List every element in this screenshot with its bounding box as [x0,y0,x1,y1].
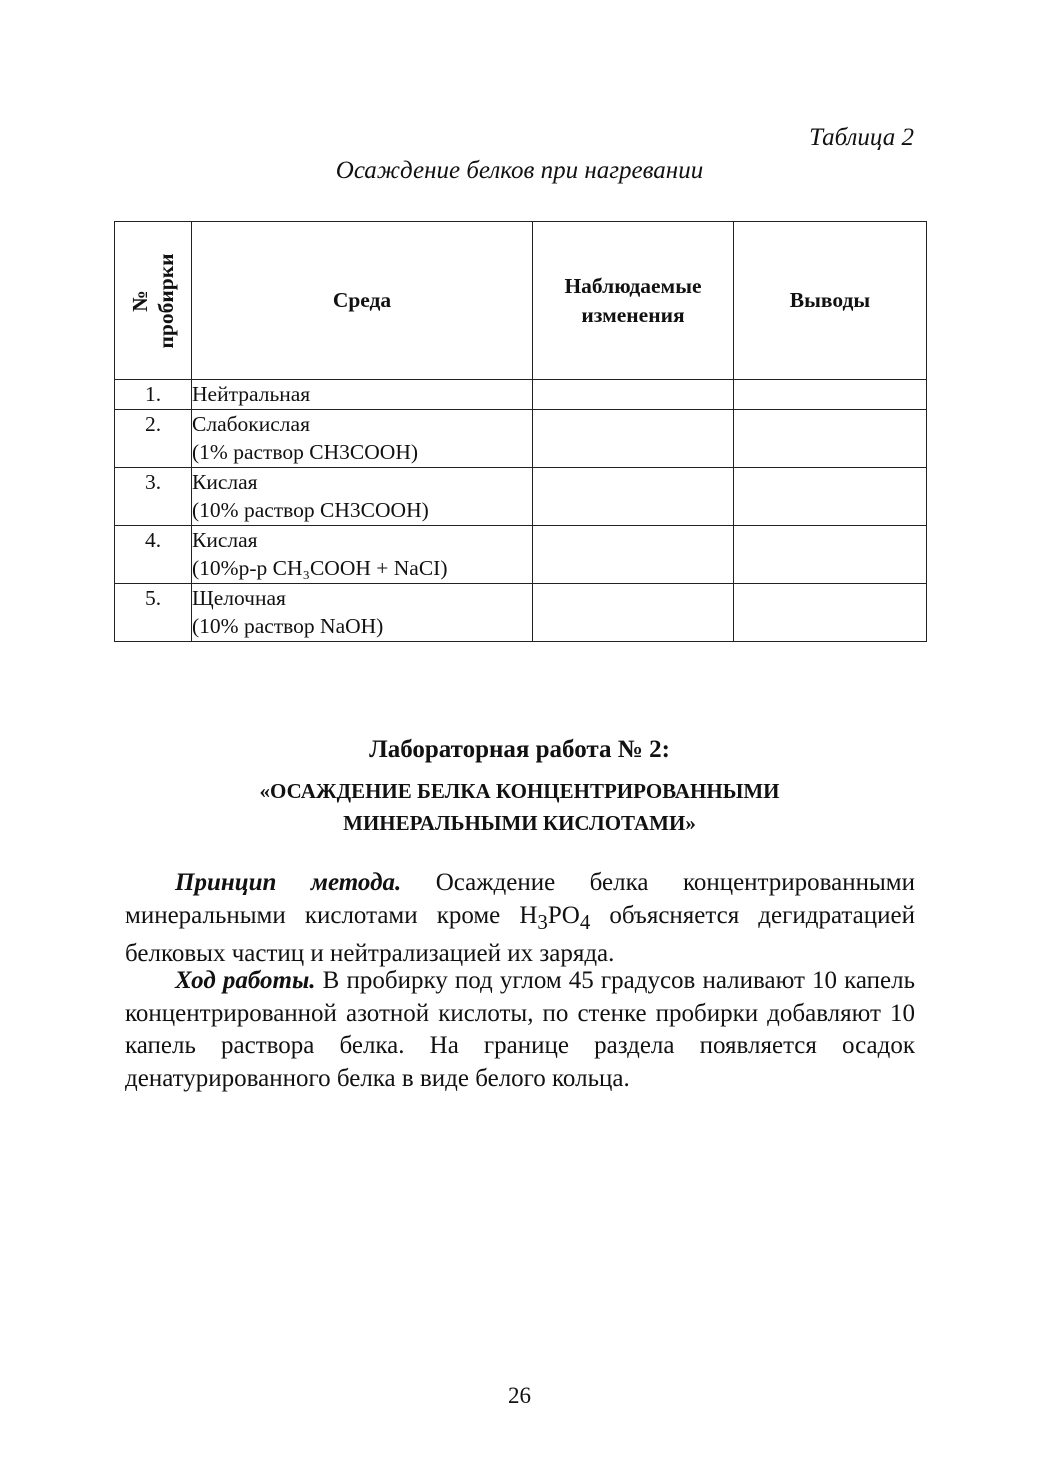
header-observed-changes [533,222,734,380]
principle-lead: Принцип метода. [175,869,402,896]
row-observed-changes-cell [533,467,734,525]
page-number: 26 [508,1383,531,1408]
header-tube-number [115,222,192,380]
row-conclusions-cell [734,583,927,641]
row-environment-line1: Кислая [192,527,258,552]
header-environment: Среда [192,222,533,380]
row-observed-changes-cell [533,380,734,410]
row-environment [192,380,533,410]
row-conclusions-cell [734,525,927,583]
formula-subscript-4: 4 [579,909,591,934]
table-header-row [115,222,927,380]
table-row [115,409,927,467]
header-tube-number-line2: пробирки [154,253,178,348]
row-environment-line1: Кислая [192,469,258,494]
row-environment [192,525,533,583]
lab-title: Лабораторная работа № 2: [369,736,670,763]
header-tube-number-line1: № [128,289,152,312]
row-environment-line1: Нейтральная [192,382,311,406]
row-conclusions-cell [734,467,927,525]
table-row [115,583,927,641]
formula-po: PO [547,901,580,929]
principle-text-after: объясняется дегидратацией белковых частиц и нейтрализацией их заряда. [125,901,915,967]
header-observed-changes-line2: изменения [581,302,685,327]
row-number: 5. [115,583,192,641]
row-observed-changes-cell [533,525,734,583]
principle-paragraph [125,867,915,971]
row-environment-line2: (10% раствор CH3COOH) [192,498,429,522]
procedure-paragraph [125,965,915,1095]
row-environment [192,467,533,525]
procedure-text: В пробирку под углом 45 градусов наливают 10 капель концентрированной азотной кислоты, по стенке пробирки добавляют 10 капель раствора белка. На границе раздела появляется осадок денатурированного белка в виде белого кольца. [125,967,915,1092]
header-observed-changes-line1: Наблюдаемые [564,273,702,298]
row-conclusions-cell [734,380,927,410]
row-environment-line1: Слабокислая [192,411,310,436]
procedure-lead: Ход работы. [175,967,316,994]
row-number: 1. [115,380,192,410]
table-row [115,525,927,583]
table-row [115,380,927,410]
row-number: 2. [115,409,192,467]
row-environment-line2: (10% раствор NaOH) [192,614,384,638]
row-environment-line1: Щелочная [192,585,286,610]
formula-subscript-3: 3 [537,909,548,934]
principle-text-before: Осаждение белка концентрированными минеральными кислотами кроме H [125,869,915,929]
row-conclusions-cell [734,409,927,467]
lab-subtitle-line1: «ОСАЖДЕНИЕ БЕЛКА КОНЦЕНТРИРОВАННЫМИ [259,779,780,803]
row-number: 4. [115,525,192,583]
results-table [114,221,927,642]
row-environment [192,583,533,641]
table-label: Таблица 2 [809,124,914,151]
row-environment [192,409,533,467]
lab-subtitle-line2: МИНЕРАЛЬНЫМИ КИСЛОТАМИ» [343,811,696,835]
header-conclusions: Выводы [734,222,927,380]
row-number: 3. [115,467,192,525]
table-row [115,467,927,525]
row-observed-changes-cell [533,409,734,467]
lab-subtitle [0,775,1039,839]
row-environment-line2: (1% раствор CH3COOH) [192,440,419,464]
row-observed-changes-cell [533,583,734,641]
table-caption: Осаждение белков при нагревании [335,157,704,184]
row-environment-line2: (10%р-р CH₃COOH + NaCI) [192,556,448,580]
